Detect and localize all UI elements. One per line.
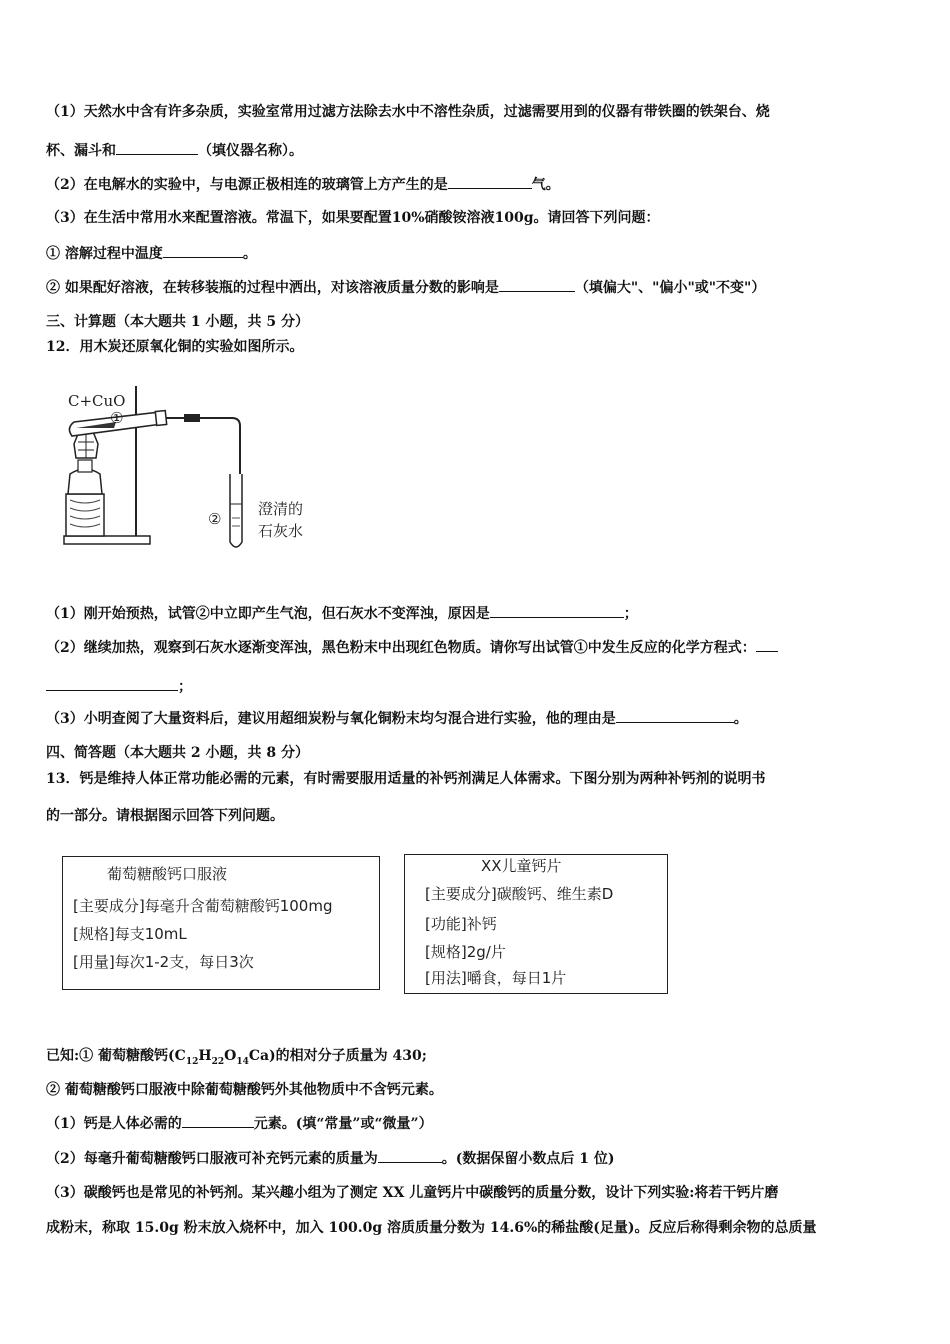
- q11-part2: （2）在电解水的实验中，与电源正极相连的玻璃管上方产生的是 气。: [46, 174, 560, 195]
- q12-part2-line2: ；: [46, 676, 192, 697]
- label-tube-1: ①: [110, 409, 124, 427]
- answer-blank[interactable]: [490, 603, 624, 618]
- label-box-children-calcium-tablet: [404, 854, 668, 994]
- answer-blank[interactable]: [182, 1113, 254, 1128]
- label-limewater-1: 澄清的: [258, 500, 304, 518]
- answer-blank[interactable]: [448, 174, 532, 189]
- box1-title: 葡萄糖酸钙口服液: [107, 865, 228, 883]
- q13-part3-line2: 成粉末，称取 15.0g 粉末放入烧杯中，加入 100.0g 溶质质量分数为 14.6%的稀盐酸(足量)。反应后称得剩余物的总质量: [46, 1220, 817, 1236]
- q12-part1: （1）刚开始预热，试管②中立即产生气泡，但石灰水不变浑浊，原因是 ；: [46, 603, 638, 624]
- q12-part2-line1: （2）继续加热，观察到石灰水逐渐变浑浊，黑色粉末中出现红色物质。请你写出试管①中发生反应的化学方程式：: [46, 637, 778, 658]
- q12-part3: （3）小明查阅了大量资料后，建议用超细炭粉与氧化铜粉末均匀混合进行实验，他的理由是 。: [46, 708, 748, 729]
- label-box-calcium-gluconate: [62, 856, 380, 990]
- box1-line-spec: [规格]每支10mL: [73, 925, 187, 943]
- box2-line-usage: [用法]嚼食，每日1片: [425, 969, 567, 987]
- q11-part3a: ① 溶解过程中温度 。: [46, 243, 257, 264]
- answer-blank[interactable]: [116, 140, 198, 155]
- answer-blank[interactable]: [499, 277, 575, 292]
- section-3-heading: 三、计算题（本大题共 1 小题，共 5 分）: [46, 314, 309, 330]
- box1-line-dosage: [用量]每次1-2支，每日3次: [73, 953, 254, 971]
- q13-known-1: 已知:① 葡萄糖酸钙$(C_{12}H_{22}O_{14}Ca)$的相对分子质量为 430;: [46, 1048, 427, 1067]
- label-c-cuo: C+CuO: [68, 392, 126, 410]
- answer-blank[interactable]: [616, 708, 734, 723]
- box2-line-function: [功能]补钙: [425, 915, 497, 933]
- q13-part3-line1: （3）碳酸钙也是常见的补钙剂。某兴趣小组为了测定 XX 儿童钙片中碳酸钙的质量分数，设计下列实验:将若干钙片磨: [46, 1185, 779, 1201]
- q13-stem-line2: 的一部分。请根据图示回答下列问题。: [46, 808, 284, 824]
- apparatus-figure: [56, 378, 326, 568]
- q11-part3: （3）在生活中常用水来配置溶液。常温下，如果要配置10%硝酸铵溶液100g。请回答下列问题：: [46, 210, 660, 226]
- section-4-heading: 四、简答题（本大题共 2 小题，共 8 分）: [46, 745, 309, 761]
- q11-part1-line1: （1）天然水中含有许多杂质，实验室常用过滤方法除去水中不溶性杂质，过滤需要用到的仪器有带铁圈的铁架台、烧: [46, 104, 770, 120]
- q11-part3b: ② 如果配好溶液，在转移装瓶的过程中洒出，对该溶液质量分数的影响是 （填偏大"、"偏小"或"不变"）: [46, 277, 765, 298]
- answer-blank[interactable]: [163, 243, 243, 258]
- q13-part1: （1）钙是人体必需的 元素。(填“常量”或“微量”）: [46, 1113, 433, 1134]
- answer-blank[interactable]: [756, 637, 778, 652]
- box2-title: XX儿童钙片: [481, 857, 562, 875]
- label-limewater-2: 石灰水: [258, 522, 304, 540]
- label-tube-2: ②: [208, 510, 222, 528]
- answer-blank[interactable]: [378, 1148, 442, 1163]
- box1-line-ingredients: [主要成分]每毫升含葡萄糖酸钙100mg: [73, 897, 333, 915]
- q11-part1-line2: 杯、漏斗和 （填仪器名称）。: [46, 140, 303, 161]
- q13-stem-line1: 13．钙是维持人体正常功能必需的元素，有时需要服用适量的补钙剂满足人体需求。下图分别为两种补钙剂的说明书: [46, 771, 766, 787]
- q12-stem: 12．用木炭还原氧化铜的实验如图所示。: [46, 339, 304, 355]
- q13-part2: （2）每毫升葡萄糖酸钙口服液可补充钙元素的质量为 。(数据保留小数点后 1 位): [46, 1148, 615, 1169]
- box2-line-ingredients: [主要成分]碳酸钙、维生素D: [425, 885, 614, 903]
- answer-blank[interactable]: [46, 676, 178, 691]
- box2-line-spec: [规格]2g/片: [425, 943, 506, 961]
- q13-known-2: ② 葡萄糖酸钙口服液中除葡萄糖酸钙外其他物质中不含钙元素。: [46, 1082, 443, 1098]
